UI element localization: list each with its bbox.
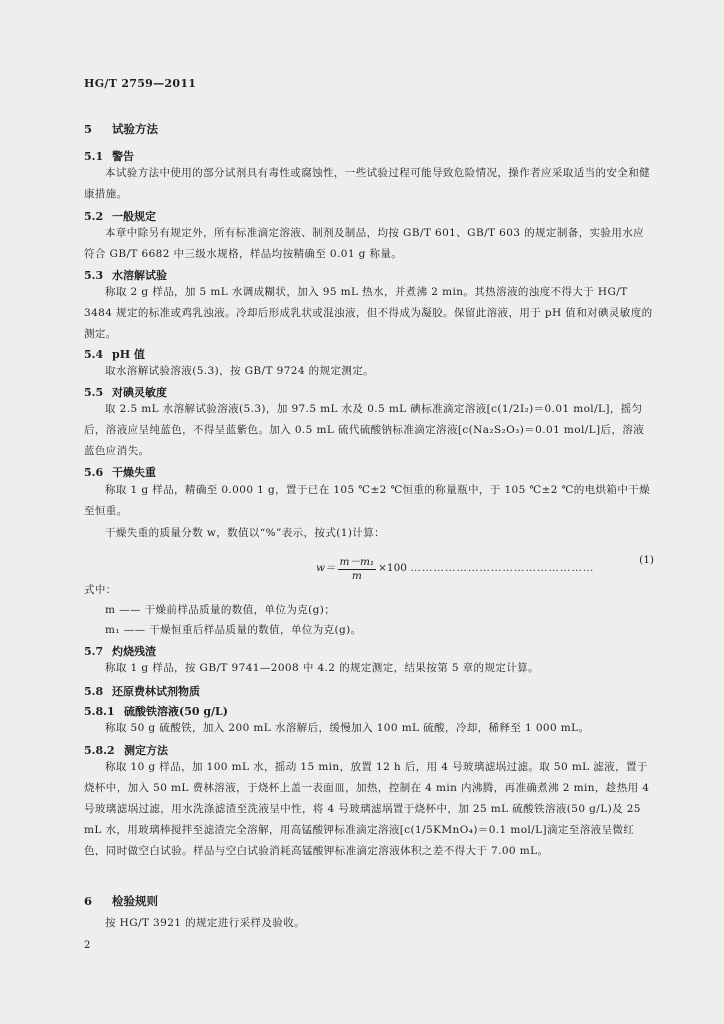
formula-1: w＝ $\frac{\text{m－m₁}}{m}$ ×100 ………………………………………… (1) [316,554,654,582]
section-5-2-heading: 5.2 一般规定 [84,210,156,223]
section-5-8-2-text: 称取 10 g 样品，加 100 mL 水，摇动 15 min，放置 12 h 后，用 4 号玻璃滤埚过滤。取 50 mL 滤液，置于烧杯中，加入 50 mL 费林溶液，于烧杯上盖一表面皿，加热，控制在 4 min 内沸腾，再准确煮沸 2 min，趁热用 4 号玻璃滤埚过滤，用水洗涤滤渣至洗液呈中性，将 4 号玻璃滤埚置于烧杯中，加 25 mL 硫酸铁溶液(50 g/L)及 25 mL 水，用玻璃棒搅拌至滤渣完全溶解，用高锰酸钾标准滴定溶液[c(1/5KMnO₄)＝0.1 mol/L]滴定至溶液呈微红色，同时做空白试验。样品与空白试验消耗高锰酸钾标准滴定溶液体积之差不得大于 7.00 mL。 [84,761,650,857]
section-5-6-heading: 5.6 干燥失重 [84,466,156,479]
formula-numerator: m－m₁ [339,556,375,568]
formula-number: (1) [639,554,654,566]
section-5-6-text: 称取 1 g 样品，精确至 0.000 1 g，置于已在 105 ℃±2 ℃恒重的称量瓶中，于 105 ℃±2 ℃的电烘箱中干燥至恒重。 [84,484,651,517]
section-5-8-1-heading: 5.8.1 硫酸铁溶液(50 g/L) [84,705,228,718]
formula-variable-m1: m₁ —— 干燥恒重后样品质量的数值，单位为克(g)。 [105,624,362,636]
formula-denominator: m [351,570,362,582]
section-5-3-heading: 5.3 水溶解试验 [84,269,167,282]
section-5-4-text: 取水溶解试验溶液(5.3)，按 GB/T 9724 的规定测定。 [105,365,375,377]
section-5-3-text: 称取 2 g 样品，加 5 mL 水调成糊状，加入 95 mL 热水，并煮沸 2 min。其热溶液的浊度不得大于 HG/T 3484 规定的标准或鸡乳浊液。冷却后形成乳状或混浊液，但不得成为凝胶。保留此溶液，用于 pH 值和对碘灵敏度的测定。 [84,286,653,340]
formula-intro-text: 干燥失重的质量分数 w，数值以“%”表示，按式(1)计算： [105,527,386,539]
formula-variable-m: m —— 干燥前样品质量的数值，单位为克(g)； [105,604,336,616]
section-5-8-heading: 5.8 还原费林试剂物质 [84,685,200,698]
page-number: 2 [84,940,91,951]
section-6-heading: 6 检验规则 [84,894,158,908]
section-5-8-1-text: 称取 50 g 硫酸铁，加入 200 mL 水溶解后，缓慢加入 100 mL 硫酸，冷却，稀释至 1 000 mL。 [105,722,590,734]
section-5-2-text: 本章中除另有规定外，所有标准滴定溶液、制剂及制品，均按 GB/T 601、GB/T 603 的规定制备，实验用水应符合 GB/T 6682 中三级水规格，样品均按精确至 0.01 g 称量。 [84,227,645,260]
section-5-7-text: 称取 1 g 样品，按 GB/T 9741—2008 中 4.2 的规定测定，结果按第 5 章的规定计算。 [105,662,539,674]
section-5-8-2-heading: 5.8.2 测定方法 [84,744,168,757]
section-5-5-text: 取 2.5 mL 水溶解试验溶液(5.3)，加 97.5 mL 水及 0.5 mL 碘标准滴定溶液[c(1/2I₂)＝0.01 mol/L]，摇匀后，溶液应呈纯蓝色，不得呈蓝紫色。加入 0.5 mL 硫代硫酸钠标准滴定溶液[c(Na₂S₂O₃)＝0.01 mol/L]后，溶液蓝色应消失。 [84,403,645,457]
standard-code: HG/T 2759—2011 [84,77,197,90]
section-6-text: 按 HG/T 3921 的规定进行采样及验收。 [105,917,306,929]
section-5-5-heading: 5.5 对碘灵敏度 [84,386,167,399]
section-5-4-heading: 5.4 pH 值 [84,348,145,361]
section-5-heading: 5 试验方法 [84,122,158,136]
section-5-7-heading: 5.7 灼烧残渣 [84,645,156,658]
formula-where: 式中： [84,584,117,596]
section-5-1-text: 本试验方法中使用的部分试剂具有毒性或腐蚀性，一些试验过程可能导致危险情况，操作者应采取适当的安全和健康措施。 [84,167,650,200]
section-5-1-heading: 5.1 警告 [84,150,134,163]
